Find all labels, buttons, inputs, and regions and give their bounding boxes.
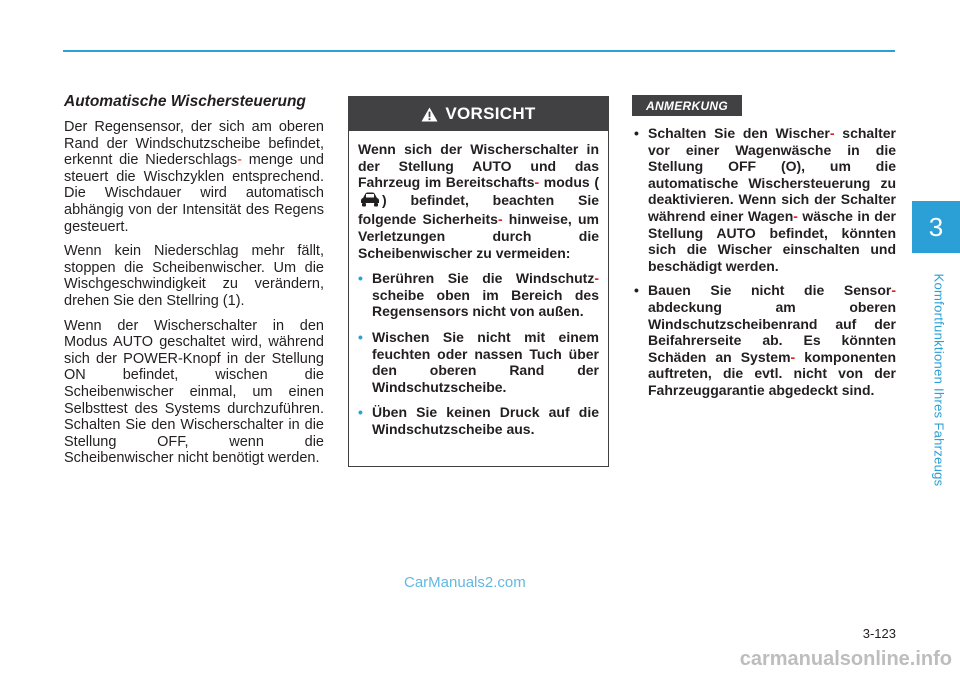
section-title: Automatische Wischersteuerung: [64, 93, 306, 110]
hyphen: -: [793, 207, 798, 224]
note-item-text: wäsche in der Stellung AUTO befindet, könnten sich die Wischer einschalten und beschädigt werden.: [648, 207, 896, 274]
caution-title: VORSICHT: [445, 104, 536, 123]
hyphen: -: [829, 125, 835, 141]
caution-intro-text: Wenn sich der Wischerschalter in der Stellung AUTO und das Fahrzeug im Bereitschafts: [358, 141, 599, 191]
hyphen: -: [790, 348, 796, 365]
caution-item-text: Berühren Sie die Windschutz: [372, 270, 595, 287]
paragraph: [64, 119, 324, 235]
paragraph-text: Wenn der Wischerschalter in den Modus AUTO geschaltet wird, während sich der POWER-Knopf in der Stellung ON befindet, wischen die Scheibenwischer einmal, um einen Selbsttest des Systems durchzuführen. Schalten Sie den Wischerschalter in die Stellung OFF, wenn die Scheibenwischer nicht benötigt werden.: [64, 317, 324, 467]
warning-triangle-icon: [421, 107, 438, 122]
caution-item-text: scheibe oben im Bereich des Regensensors nicht von außen.: [372, 286, 599, 320]
caution-box: [348, 96, 609, 467]
ready-mode-car-icon: [359, 191, 381, 212]
note-item-text: komponenten auftreten, die evtl. nicht von der Fahrzeuggarantie abgedeckt sind.: [648, 348, 896, 398]
note-item-text: abdeckung am oberen Windschutzscheibenrand auf der Beifahrerseite ab. Es könnten Schäden an System: [648, 298, 896, 365]
note-list: [632, 125, 896, 407]
paragraph-text: Der Regensensor, der sich am oberen Rand der Windschutzscheibe befindet, erkennt die Niederschlags: [64, 119, 324, 169]
caution-intro-text: modus (: [539, 174, 599, 191]
caution-item: [358, 270, 599, 320]
hyphen: -: [497, 211, 503, 228]
page-number: 3-123: [862, 626, 896, 641]
note-badge: ANMERKUNG: [632, 95, 742, 116]
paragraph-text: menge und steuert die Wischzyklen entsprechend. Die Wischdauer wird automatisch abhängig von der Intensität des Regens gesteuert.: [64, 152, 324, 235]
hyphen: -: [237, 152, 242, 169]
top-rule: [63, 50, 895, 52]
caution-intro-text: ) befindet, beachten Sie folgende Sicherheits: [358, 191, 599, 228]
caution-intro-text: hinweise, um Verletzungen durch die Scheibenwischer zu vermeiden:: [358, 211, 599, 261]
caution-item: [358, 329, 599, 395]
caution-list: [358, 270, 599, 437]
note-item-text: Bauen Sie nicht die Sensor: [648, 282, 892, 299]
paragraph-text: Wenn kein Niederschlag mehr fällt, stoppen die Scheibenwischer. Um die Wischgeschwindigkeit zu verändern, drehen Sie den Stellring (1).: [64, 243, 324, 309]
chapter-tab: 3: [912, 201, 960, 253]
hyphen: -: [594, 270, 599, 287]
note-item: [632, 125, 896, 274]
hyphen: -: [891, 282, 896, 299]
paragraph: [64, 318, 324, 467]
hyphen: -: [534, 174, 540, 191]
caution-header: [349, 97, 608, 131]
caution-item-text: Wischen Sie nicht mit einem feuchten oder nassen Tuch über den oberen Rand der Windschutzscheibe.: [372, 328, 599, 395]
caution-body: [349, 131, 608, 438]
note-item: [632, 282, 896, 398]
watermark-link[interactable]: CarManuals2.com: [404, 574, 526, 591]
main-text-column: [64, 93, 324, 475]
watermark-bottom: carmanualsonline.info: [739, 648, 952, 670]
note-item-text: schalter vor einer Wagenwäsche in die Stellung OFF (O), um die automatische Wischersteuerung zu deaktivieren. Wenn sich der Schalter während einer Wagen: [648, 125, 896, 224]
paragraph: [64, 243, 324, 309]
chapter-label: Komfortfunktionen Ihres Fahrzeugs: [931, 273, 947, 487]
caution-item-text: Üben Sie keinen Druck auf die Windschutzscheibe aus.: [372, 404, 599, 437]
note-item-text: Schalten Sie den Wischer: [648, 125, 830, 141]
caution-intro: [358, 141, 599, 261]
caution-item: [358, 404, 599, 437]
